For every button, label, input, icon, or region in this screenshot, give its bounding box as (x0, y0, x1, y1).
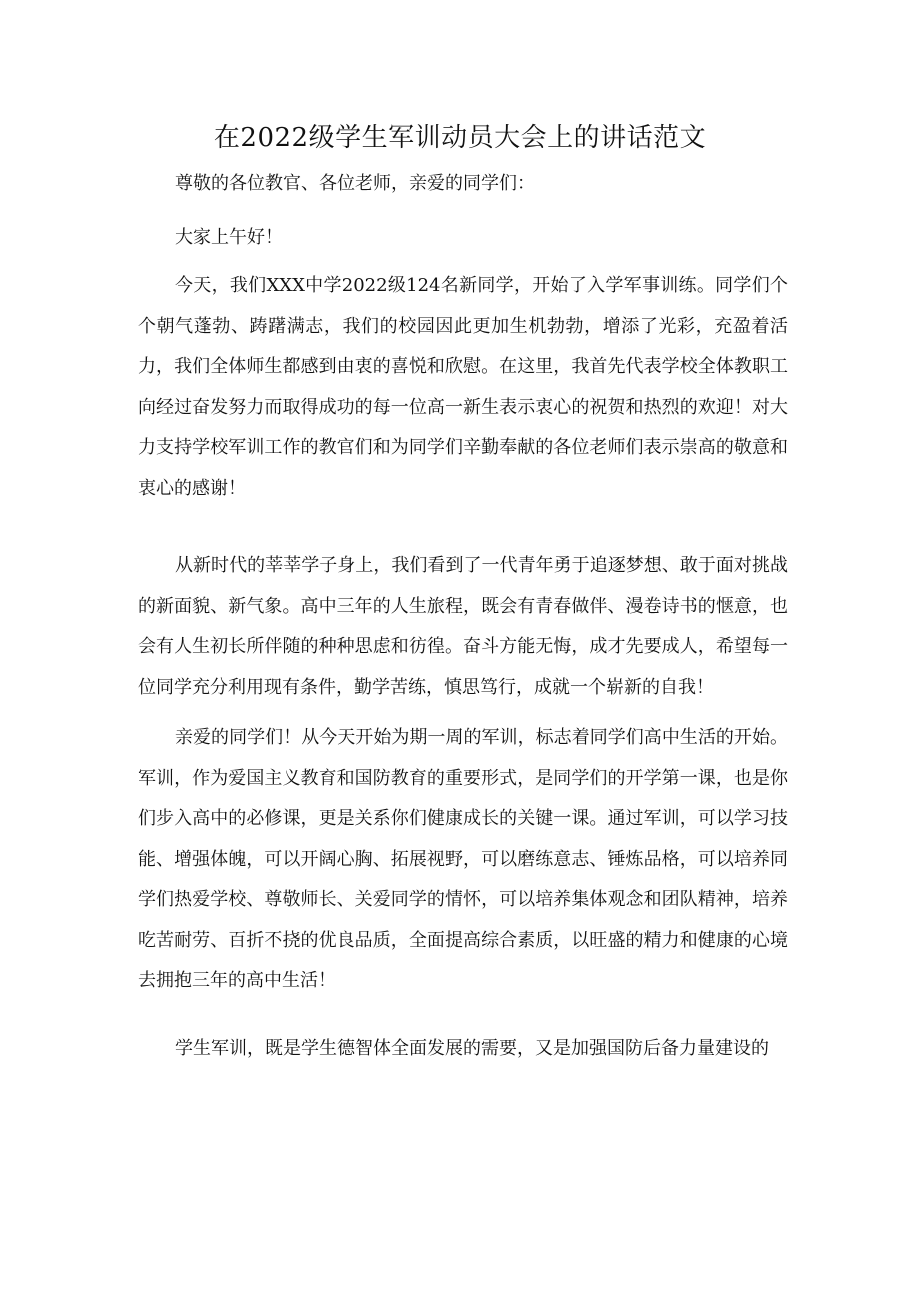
body-paragraph: 亲爱的同学们！从今天开始为期一周的军训，标志着同学们高中生活的开始。军训，作为爱国主义教育和国防教育的重要形式，是同学们的开学第一课，也是你们步入高中的必修课，更是关系你们健康成长的关键一课。通过军训，可以学习技能、增强体魄，可以开阔心胸、拓展视野，可以磨练意志、锤炼品格，可以培养同学们热爱学校、尊敬师长、关爱同学的情怀，可以培养集体观念和团队精神，培养吃苦耐劳、百折不挠的优良品质，全面提高综合素质，以旺盛的精力和健康的心境去拥抱三年的高中生活！ (138, 727, 788, 991)
salutation-line: 大家上午好！ (175, 227, 283, 248)
body-paragraph: 学生军训，既是学生德智体全面发展的需要，又是加强国防后备力量建设的 (175, 1038, 769, 1059)
greeting-line: 尊敬的各位教官、各位老师，亲爱的同学们： (175, 173, 535, 194)
body-paragraph: 今天，我们XXX中学2022级124名新同学，开始了入学军事训练。同学们个个朝气蓬勃、踌躇满志，我们的校园因此更加生机勃勃，增添了光彩，充盈着活力，我们全体师生都感到由衷的喜悦和欣慰。在这里，我首先代表学校全体教职工向经过奋发努力而取得成功的每一位高一新生表示衷心的祝贺和热烈的欢迎！对大力支持学校军训工作的教官们和为同学们辛勤奉献的各位老师们表示崇高的敬意和衷心的感谢！ (138, 275, 788, 499)
document-title: 在2022级学生军训动员大会上的讲话范文 (213, 123, 707, 153)
body-paragraph: 从新时代的莘莘学子身上，我们看到了一代青年勇于追逐梦想、敢于面对挑战的新面貌、新气象。高中三年的人生旅程，既会有青春做伴、漫卷诗书的惬意，也会有人生初长所伴随的种种思虑和彷徨。奋斗方能无悔，成才先要成人，希望每一位同学充分利用现有条件，勤学苦练，慎思笃行，成就一个崭新的自我！ (138, 555, 788, 698)
